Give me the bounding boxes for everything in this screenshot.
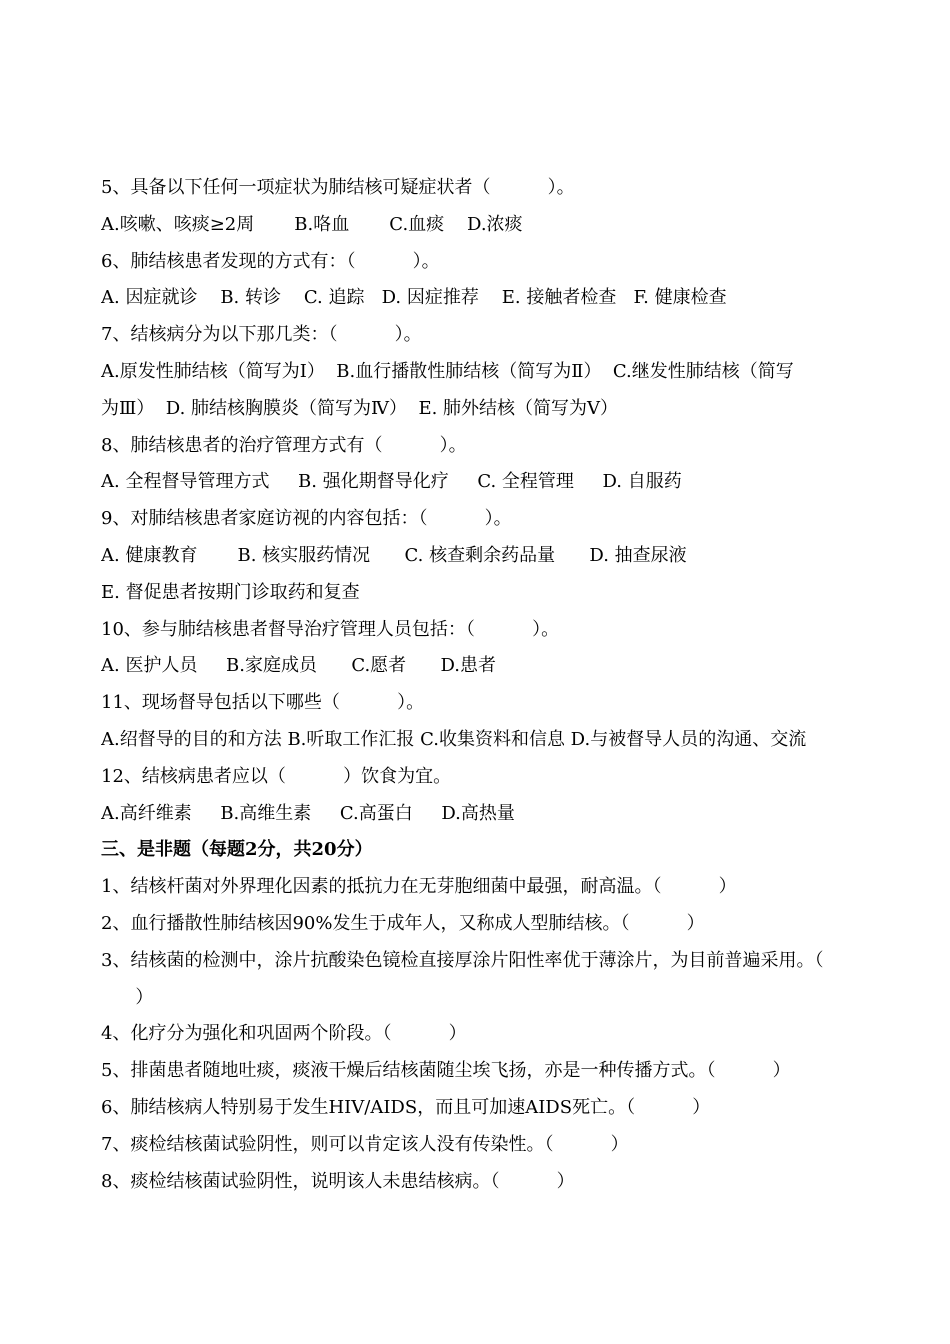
question-line: 8、肺结核患者的治疗管理方式有（ ）。 — [101, 434, 467, 456]
section-heading: 三、是非题（每题2分，共20分） — [101, 839, 373, 861]
question-line: 8、痰检结核菌试验阴性，说明该人未患结核病。（ ） — [101, 1170, 575, 1192]
options-line: A. 医护人员 B.家庭成员 C.愿者 D.患者 — [101, 655, 497, 677]
question-line: 5、排菌患者随地吐痰，痰液干燥后结核菌随尘埃飞扬，亦是一种传播方式。（ ） — [101, 1060, 791, 1082]
question-line: 6、肺结核患者发现的方式有：（ ）。 — [101, 250, 440, 272]
options-line: E. 督促患者按期门诊取药和复查 — [101, 581, 360, 603]
question-line: 3、结核菌的检测中，涂片抗酸染色镜检直接厚涂片阳性率优于薄涂片，为目前普遍采用。（ — [101, 949, 824, 971]
question-line: 6、肺结核病人特别易于发生HIV/AIDS，而且可加速AIDS死亡。（ ） — [101, 1096, 711, 1118]
options-line: A. 全程督导管理方式 B. 强化期督导化疗 C. 全程管理 D. 自服药 — [101, 471, 682, 493]
options-line: A.高纤维素 B.高维生素 C.高蛋白 D.高热量 — [101, 802, 515, 824]
question-line: 12、结核病患者应以（ ）饮食为宜。 — [101, 765, 452, 787]
options-line: A.绍督导的目的和方法 B.听取工作汇报 C.收集资料和信息 D.与被督导人员的沟通、交流 — [101, 728, 807, 750]
options-line: A.原发性肺结核（简写为Ⅰ） B.血行播散性肺结核（简写为Ⅱ） C.继发性肺结核（简写 — [101, 360, 794, 382]
question-line: 9、对肺结核患者家庭访视的内容包括：（ ）。 — [101, 508, 512, 530]
question-line: ） — [101, 986, 154, 1008]
question-line: 5、具备以下任何一项症状为肺结核可疑症状者（ ）。 — [101, 177, 575, 198]
question-line: 11、现场督导包括以下哪些（ ）。 — [101, 692, 425, 714]
question-line: 7、痰检结核菌试验阴性，则可以肯定该人没有传染性。（ ） — [101, 1133, 629, 1155]
question-line: 7、结核病分为以下那几类：（ ）。 — [101, 324, 422, 346]
exam-page — [101, 170, 861, 1200]
options-line: 为Ⅲ） D. 肺结核胸膜炎（简写为Ⅳ） E. 肺外结核（简写为Ⅴ） — [101, 397, 619, 419]
question-line: 4、化疗分为强化和巩固两个阶段。（ ） — [101, 1023, 467, 1045]
question-line: 2、血行播散性肺结核因90%发生于成年人，又称成人型肺结核。（ ） — [101, 912, 705, 934]
question-line: 1、结核杆菌对外界理化因素的抵抗力在无芽胞细菌中最强，耐高温。（ ） — [101, 876, 737, 898]
options-line: A.咳嗽、咳痰≥2周 B.咯血 C.血痰 D.浓痰 — [101, 213, 523, 235]
options-line: A. 因症就诊 B. 转诊 C. 追踪 D. 因症推荐 E. 接触者检查 F. 健康检查 — [101, 287, 727, 309]
question-line: 10、参与肺结核患者督导治疗管理人员包括：（ ）。 — [101, 618, 560, 640]
options-line: A. 健康教育 B. 核实服药情况 C. 核查剩余药品量 D. 抽查尿液 — [101, 544, 687, 566]
